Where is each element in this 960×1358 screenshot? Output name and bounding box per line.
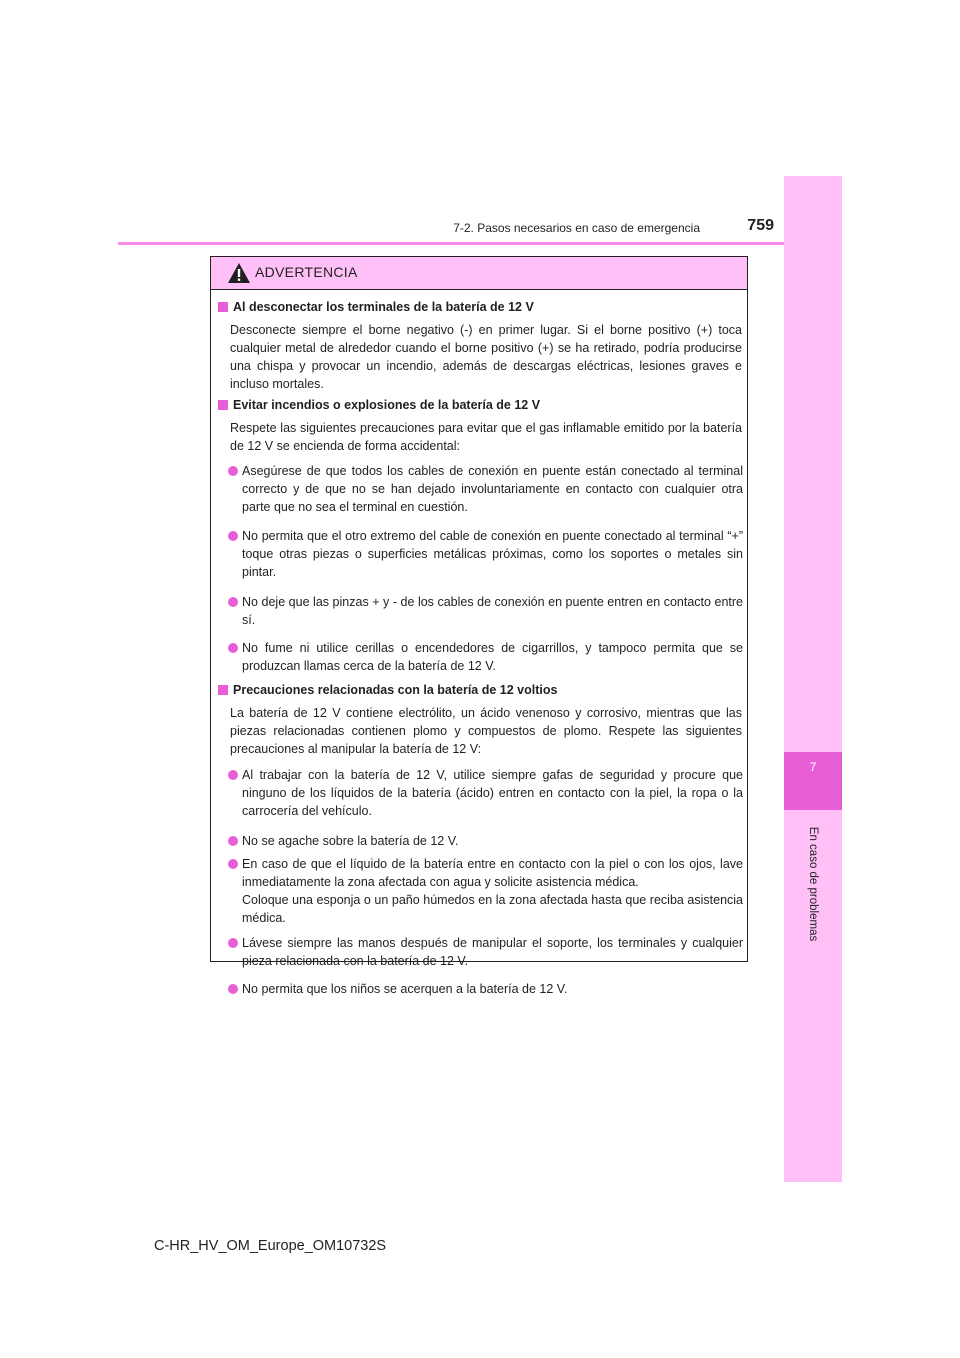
- warning-title: ADVERTENCIA: [255, 264, 358, 280]
- bullet-dot-icon: [228, 597, 238, 607]
- chapter-title: En caso de problemas: [807, 826, 819, 942]
- chapter-number: 7: [809, 760, 817, 774]
- section-paragraph: La batería de 12 V contiene electrólito, un ácido venenoso y corrosivo, mientras que las piezas relacionadas contienen plomo y compuestos de plomo. Respete las siguientes precauciones al manipular la batería de 12 V:: [230, 706, 742, 756]
- list-item-text: Asegúrese de que todos los cables de conexión en puente están conectado al terminal correcto y de que no se han dejado involuntariamente en contacto con cualquier otra parte que no sea el terminal en cuestión.: [242, 464, 743, 514]
- list-item-text: No permita que el otro extremo del cable de conexión en puente conectado al terminal “+” toque otras piezas o superficies metálicas próximas, como los soportes o metales sin pintar.: [242, 529, 743, 579]
- page-number: 759: [747, 217, 774, 234]
- list-item-text: No fume ni utilice cerillas o encendedores de cigarrillos, y tampoco permita que se produzcan llamas cerca de la batería de 12 V.: [242, 641, 743, 673]
- list-item-text: Al trabajar con la batería de 12 V, utilice siempre gafas de seguridad y procure que ninguno de los líquidos de la batería (ácido) entren en contacto con la piel, la ropa o la carrocería del vehículo.: [242, 768, 743, 818]
- warning-body: [211, 290, 747, 996]
- bullet-dot-icon: [228, 836, 238, 846]
- square-bullet-icon: [218, 302, 228, 312]
- list-item-text: Coloque una esponja o un paño húmedos en la zona afectada hasta que reciba asistencia médica.: [242, 893, 743, 925]
- list-item-text: No se agache sobre la batería de 12 V.: [242, 834, 459, 848]
- section-heading-text: Precauciones relacionadas con la batería de 12 voltios: [233, 683, 558, 697]
- section-heading: [218, 681, 738, 699]
- square-bullet-icon: [218, 400, 228, 410]
- list-item-text: No deje que las pinzas + y - de los cables de conexión en puente entren en contacto entre sí.: [242, 595, 743, 627]
- warning-header: [211, 257, 747, 290]
- list-item: [225, 980, 743, 998]
- chapter-side-tab: [784, 176, 842, 1182]
- section-heading: [218, 396, 738, 414]
- list-item: [225, 766, 743, 820]
- section-paragraph: Desconecte siempre el borne negativo (-) en primer lugar. Si el borne positivo (+) toca cualquier metal de alrededor cuando el borne positivo (+) se ha retirado, podría producirse una chispa y provocar un incendio, además de descargas eléctricas, lesiones graves e incluso mortales.: [230, 323, 742, 391]
- section-heading-text: Al desconectar los terminales de la batería de 12 V: [233, 300, 534, 314]
- section-title: 7-2. Pasos necesarios en caso de emergencia: [453, 221, 700, 235]
- bullet-dot-icon: [228, 859, 238, 869]
- list-item: [225, 855, 743, 927]
- list-item-text: No permita que los niños se acerquen a la batería de 12 V.: [242, 982, 568, 996]
- bullet-dot-icon: [228, 938, 238, 948]
- bullet-dot-icon: [228, 531, 238, 541]
- section-paragraph: Respete las siguientes precauciones para evitar que el gas inflamable emitido por la batería de 12 V se encienda de forma accidental:: [230, 421, 742, 453]
- warning-triangle-icon: [227, 262, 251, 284]
- list-item-text: Lávese siempre las manos después de manipular el soporte, los terminales y cualquier pieza relacionada con la batería de 12 V.: [242, 936, 743, 968]
- list-item: [225, 593, 743, 629]
- document-code: C-HR_HV_OM_Europe_OM10732S: [154, 1238, 387, 1254]
- header-divider: [118, 242, 842, 245]
- list-item: [225, 832, 743, 850]
- bullet-dot-icon: [228, 643, 238, 653]
- square-bullet-icon: [218, 685, 228, 695]
- section-heading-text: Evitar incendios o explosiones de la batería de 12 V: [233, 398, 541, 412]
- list-item: [225, 934, 743, 970]
- bullet-dot-icon: [228, 984, 238, 994]
- bullet-dot-icon: [228, 466, 238, 476]
- warning-box: [210, 256, 748, 996]
- list-item: [225, 639, 743, 675]
- section-heading: [218, 298, 738, 316]
- list-item-text: En caso de que el líquido de la batería entre en contacto con la piel o con los ojos, lave inmediatamente la zona afectada con agua y solicite asistencia médica.: [242, 857, 743, 889]
- list-item: [225, 462, 743, 516]
- list-item: [225, 527, 743, 581]
- bullet-dot-icon: [228, 770, 238, 780]
